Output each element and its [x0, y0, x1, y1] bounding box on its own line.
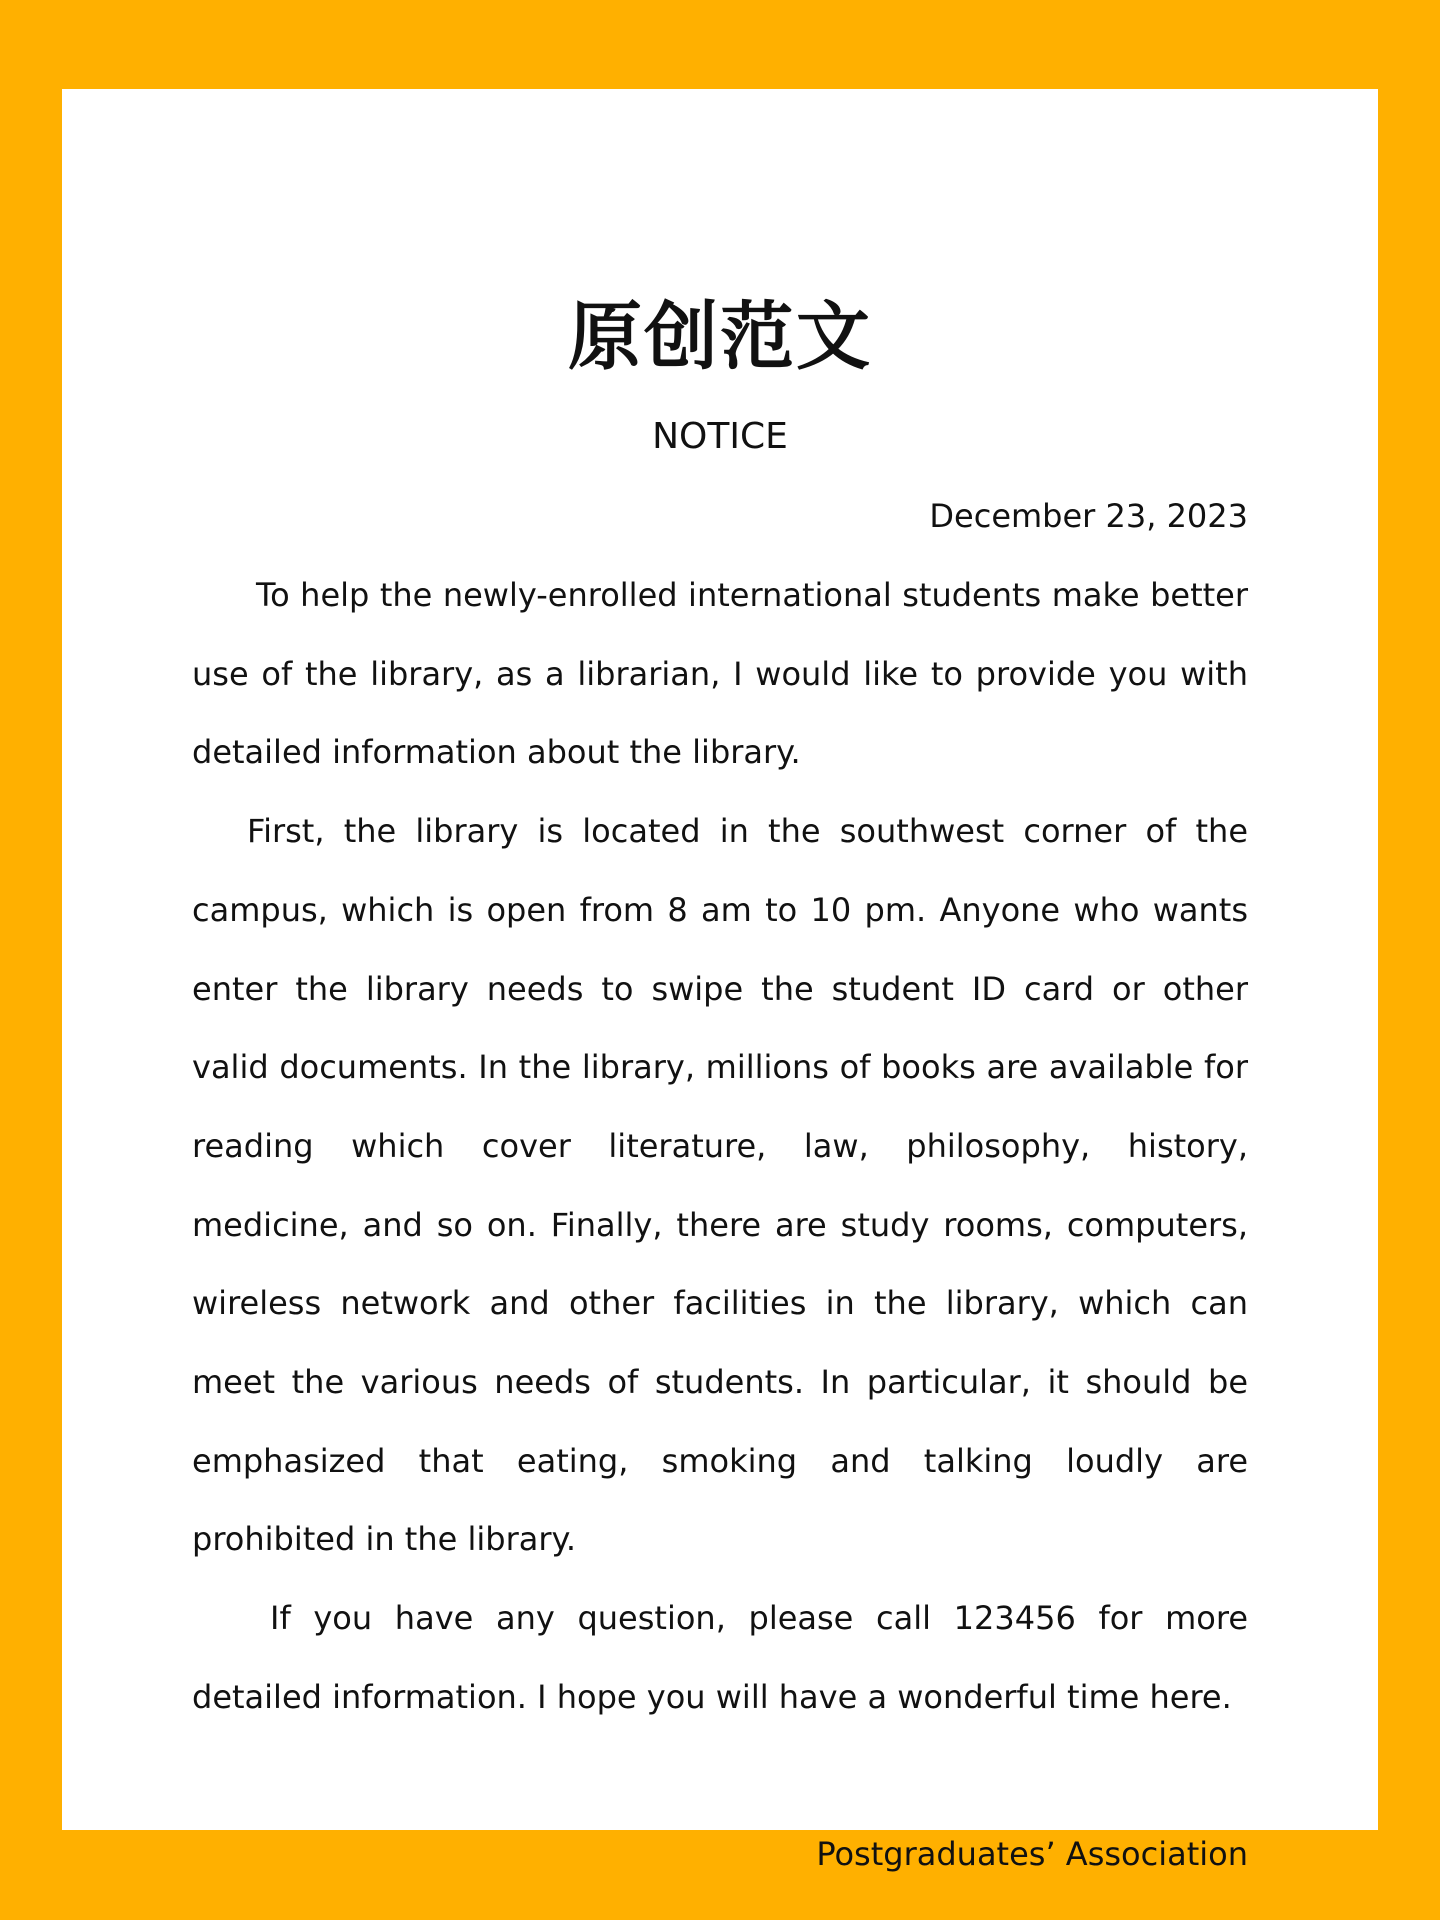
notice-heading: NOTICE [652, 416, 788, 457]
paragraph-closing: If you have any question, please call 123456 for more detailed information. I hope you will have a wonderful time here. [192, 1599, 1248, 1716]
notice-date: December 23, 2023 [929, 497, 1248, 535]
notice-card [62, 89, 1378, 1873]
paragraph-intro: To help the newly-enrolled international students make better use of the library, as a librarian, I would like to provide you with detailed information about the library. [192, 576, 1248, 772]
notice-body [192, 556, 1248, 1737]
signature: Postgraduates’ Association [816, 1835, 1248, 1873]
page-title: 原创范文 [568, 294, 872, 380]
paragraph-details: First, the library is located in the southwest corner of the campus, which is open from 8 am to 10 pm. Anyone who wants enter the library needs to swipe the student ID card or other valid documents. In the library, millions of books are available for reading which cover literature, law, philosophy, history, medicine, and so on. Finally, there are study rooms, computers, wireless network and other facilities in the library, which can meet the various needs of students. In particular, it should be emphasized that eating, smoking and talking loudly are prohibited in the library. [192, 812, 1248, 1559]
